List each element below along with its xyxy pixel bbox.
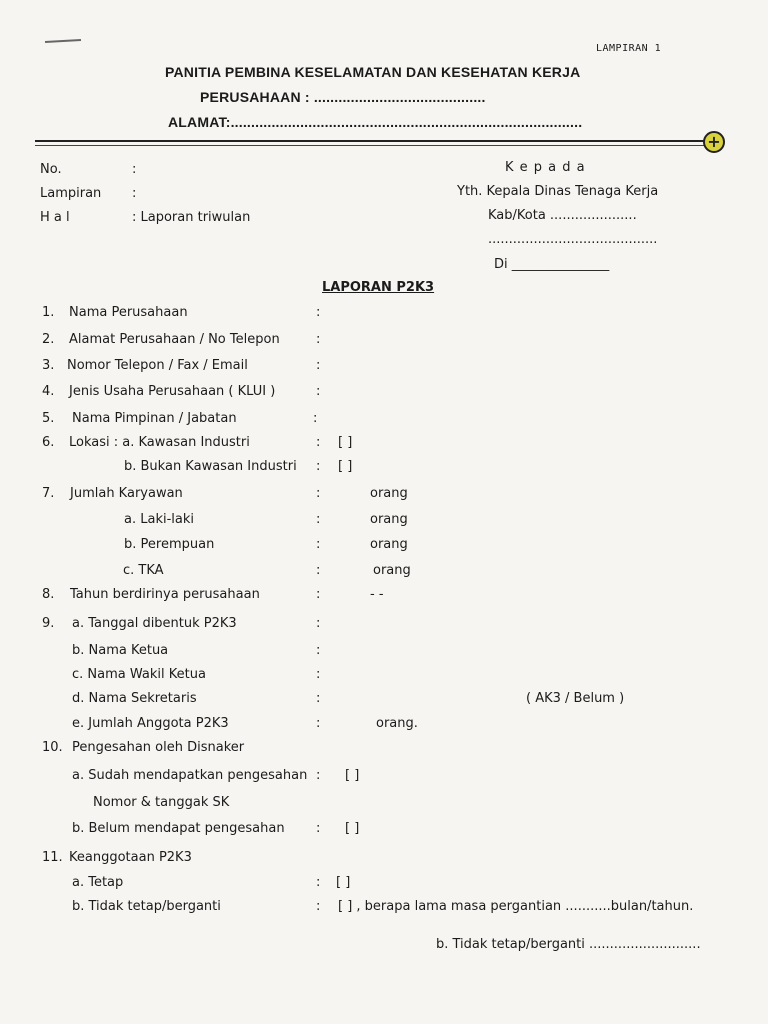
row-number: 10. xyxy=(42,740,63,755)
row-colon: : xyxy=(316,875,321,890)
row-colon: : xyxy=(316,899,321,914)
row-label: Jenis Usaha Perusahaan ( KLUI ) xyxy=(69,384,276,399)
row-colon: : xyxy=(316,768,321,783)
hal-label: H a l xyxy=(40,210,70,225)
row-label: a. Sudah mendapatkan pengesahan xyxy=(72,768,308,783)
row-colon: : xyxy=(316,587,321,602)
kab-kota: Kab/Kota ..................... xyxy=(488,208,637,223)
row-colon: : xyxy=(316,643,321,658)
row-colon: : xyxy=(316,358,321,373)
row-number: 4. xyxy=(42,384,55,399)
row-label: Alamat Perusahaan / No Telepon xyxy=(69,332,280,347)
row-label: Nomor & tanggak SK xyxy=(93,795,230,810)
row-colon: : xyxy=(316,459,321,474)
header-title: PANITIA PEMBINA KESELAMATAN DAN KESEHATAN KERJA xyxy=(165,64,581,80)
lampiran-colon: : xyxy=(132,186,137,201)
row-label: c. TKA xyxy=(123,563,164,578)
row-colon: : xyxy=(316,691,321,706)
row-value: orang xyxy=(370,512,408,527)
row-value: orang xyxy=(373,563,411,578)
row-colon: : xyxy=(316,384,321,399)
hal-value: : Laporan triwulan xyxy=(132,210,251,225)
row-label: Lokasi : a. Kawasan Industri xyxy=(69,435,250,450)
row-label: Nama Perusahaan xyxy=(69,305,188,320)
row-number: 2. xyxy=(42,332,55,347)
row-label: Nama Pimpinan / Jabatan xyxy=(72,411,237,426)
row-number: 7. xyxy=(42,486,55,501)
row-value: orang xyxy=(370,486,408,501)
row-label: Jumlah Karyawan xyxy=(70,486,183,501)
row-colon: : xyxy=(316,667,321,682)
row-label: b. Perempuan xyxy=(124,537,215,552)
footer-line: b. Tidak tetap/berganti ........................... xyxy=(436,937,701,952)
checkbox-field[interactable]: [ ] xyxy=(338,435,353,450)
lampiran-label: Lampiran xyxy=(40,186,102,201)
row-label: e. Jumlah Anggota P2K3 xyxy=(72,716,229,731)
row-colon: : xyxy=(316,537,321,552)
row-number: 3. xyxy=(42,358,55,373)
checkbox-field[interactable]: [ ] xyxy=(345,821,360,836)
checkbox-field[interactable]: [ ] xyxy=(336,875,351,890)
row-colon: : xyxy=(316,821,321,836)
row-number: 1. xyxy=(42,305,55,320)
row-label: Tahun berdirinya perusahaan xyxy=(70,587,260,602)
plus-circle-icon: + xyxy=(703,131,725,153)
row-label: c. Nama Wakil Ketua xyxy=(72,667,206,682)
row-colon: : xyxy=(316,716,321,731)
row-number: 5. xyxy=(42,411,55,426)
row-colon: : xyxy=(316,616,321,631)
checkbox-field[interactable]: [ ] xyxy=(338,459,353,474)
header-perusahaan: PERUSAHAAN : .......................................... xyxy=(200,89,486,105)
row-colon: : xyxy=(316,305,321,320)
row-label: b. Nama Ketua xyxy=(72,643,169,658)
row-colon: : xyxy=(316,563,321,578)
row-label: Nomor Telepon / Fax / Email xyxy=(67,358,248,373)
address-dots: ......................................... xyxy=(488,232,658,247)
row-label: d. Nama Sekretaris xyxy=(72,691,197,706)
header-alamat: ALAMAT:...................................................................................... xyxy=(168,114,583,130)
row-label: Pengesahan oleh Disnaker xyxy=(72,740,245,755)
no-colon: : xyxy=(132,162,137,177)
row-label: b. Bukan Kawasan Industri xyxy=(124,459,297,474)
kepada: K e p a d a xyxy=(505,160,586,175)
row-value: orang xyxy=(370,537,408,552)
header-rule-thin xyxy=(35,145,707,146)
pen-mark xyxy=(45,39,81,43)
checkbox-field[interactable]: [ ] xyxy=(345,768,360,783)
header-rule-thick xyxy=(35,140,707,142)
row-label: a. Tanggal dibentuk P2K3 xyxy=(72,616,237,631)
row-colon: : xyxy=(316,435,321,450)
row-number: 9. xyxy=(42,616,55,631)
row-label: Keanggotaan P2K3 xyxy=(69,850,192,865)
row-value: orang. xyxy=(376,716,418,731)
yth-line: Yth. Kepala Dinas Tenaga Kerja xyxy=(457,184,659,199)
no-label: No. xyxy=(40,162,62,177)
row-number: 6. xyxy=(42,435,55,450)
row-label: a. Tetap xyxy=(72,875,124,890)
report-title: LAPORAN P2K3 xyxy=(322,280,435,295)
row-number: 8. xyxy=(42,587,55,602)
row-colon: : xyxy=(316,512,321,527)
row-label: b. Belum mendapat pengesahan xyxy=(72,821,285,836)
row-colon: : xyxy=(316,332,321,347)
lampiran-tag: LAMPIRAN 1 xyxy=(596,43,662,54)
row-label: b. Tidak tetap/berganti xyxy=(72,899,221,914)
row-value: - - xyxy=(370,587,384,602)
row-number: 11. xyxy=(42,850,63,865)
row-value: ( AK3 / Belum ) xyxy=(526,691,625,706)
row-label: a. Laki-laki xyxy=(124,512,194,527)
row-colon: : xyxy=(316,486,321,501)
di-line: Di _______________ xyxy=(494,257,610,272)
checkbox-field[interactable]: [ ] , berapa lama masa pergantian ...........bulan/tahun. xyxy=(338,899,694,914)
row-colon: : xyxy=(313,411,318,426)
